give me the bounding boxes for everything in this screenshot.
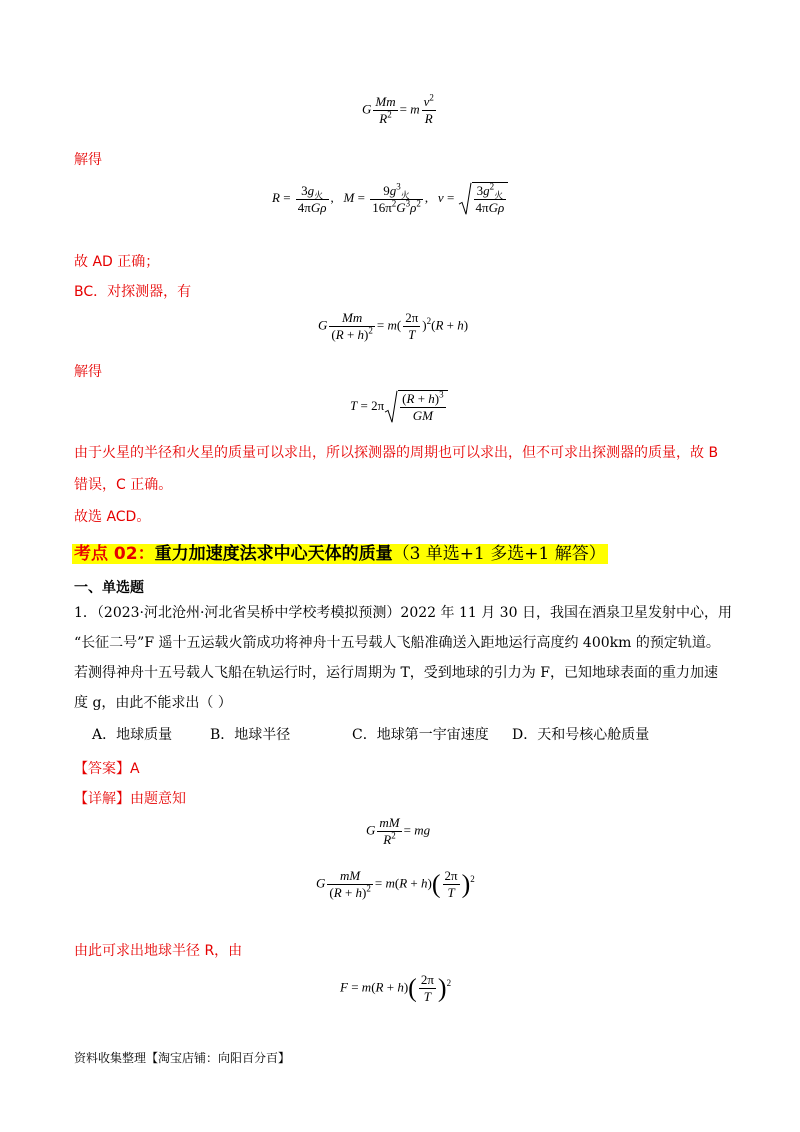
question-line-4: 度 g，由此不能求出（ ） bbox=[74, 695, 232, 711]
bc-intro: BC．对探测器，有 bbox=[74, 284, 192, 300]
choose-answer: 故选 ACD。 bbox=[74, 509, 151, 525]
equation-probe-orbit: G $\frac{Mm}{(R + h)^2}$ = m( $\frac{2\pi}{T}$ )$^2$(R + h) bbox=[318, 310, 469, 342]
radius-line: 由此可求出地球半径 R，由 bbox=[74, 943, 243, 959]
option-c: C．地球第一宇宙速度 bbox=[352, 727, 489, 743]
equation-surface-gravity: G $\frac{mM}{R^2}$ = mg bbox=[366, 815, 431, 847]
question-text bbox=[74, 598, 744, 718]
solve-label-2: 解得 bbox=[74, 364, 102, 380]
conclusion-ad: 故 AD 正确； bbox=[74, 254, 160, 270]
explanation-line-2: 错误，C 正确。 bbox=[74, 477, 173, 493]
subsection-title: 一、单选题 bbox=[74, 580, 144, 596]
section-heading bbox=[72, 541, 608, 567]
equation-orbit-force: G $\frac{mM}{(R + h)^2}$ = m(R + h)( $\frac{2\pi}{T}$ )$^2$ bbox=[316, 868, 475, 900]
equation-gravitational-force: F = m(R + h)( $\frac{2\pi}{T}$ )$^2$ bbox=[340, 972, 452, 1004]
equation-period: T = 2π $\frac{(R + h)^3}{GM}$ bbox=[350, 390, 448, 424]
option-d: D．天和号核心舱质量 bbox=[512, 727, 650, 743]
footer-note: 资料收集整理【淘宝店铺：向阳百分百】 bbox=[74, 1051, 291, 1065]
option-a: A．地球质量 bbox=[92, 727, 173, 743]
question-line-1: 1．（2023·河北沧州·河北省吴桥中学校考模拟预测）2022 年 11 月 30 日，我国在酒泉卫星发射中心，用 bbox=[74, 605, 732, 621]
question-options bbox=[92, 720, 742, 750]
section-title: 重力加速度法求中心天体的质量 bbox=[154, 544, 393, 564]
question-line-3: 若测得神舟十五号载人飞船在轨运行时，运行周期为 T，受到地球的引力为 F，已知地球表面的重力加速 bbox=[74, 665, 718, 681]
question-line-2: “长征二号”F 遥十五运载火箭成功将神舟十五号载人飞船准确送入距地运行高度约 400km 的预定轨道。 bbox=[74, 635, 720, 651]
equation-results: R = $\frac{3g_火}{\text{4πGρ}}$ , M = $\frac{9g^3_火}{16\pi^2G^3\rho^2}$ , v = $\frac{3g^2_火}{\text{4πGρ}}$ bbox=[272, 182, 572, 216]
solve-label-1: 解得 bbox=[74, 152, 102, 168]
option-b: B．地球半径 bbox=[210, 727, 291, 743]
section-label: 考点 02： bbox=[74, 544, 155, 564]
explanation-line-1: 由于火星的半径和火星的质量可以求出，所以探测器的周期也可以求出，但不可求出探测器的质量，故 B bbox=[74, 445, 719, 461]
detail-line: 【详解】由题意知 bbox=[74, 791, 186, 807]
answer-line: 【答案】A bbox=[74, 761, 140, 777]
equation-gravity-centripetal: G $\frac{Mm}{R^2}$ = m $\frac{v^2}{R}$ bbox=[362, 92, 434, 126]
section-tail: （3 单选+1 多选+1 解答） bbox=[392, 544, 606, 564]
